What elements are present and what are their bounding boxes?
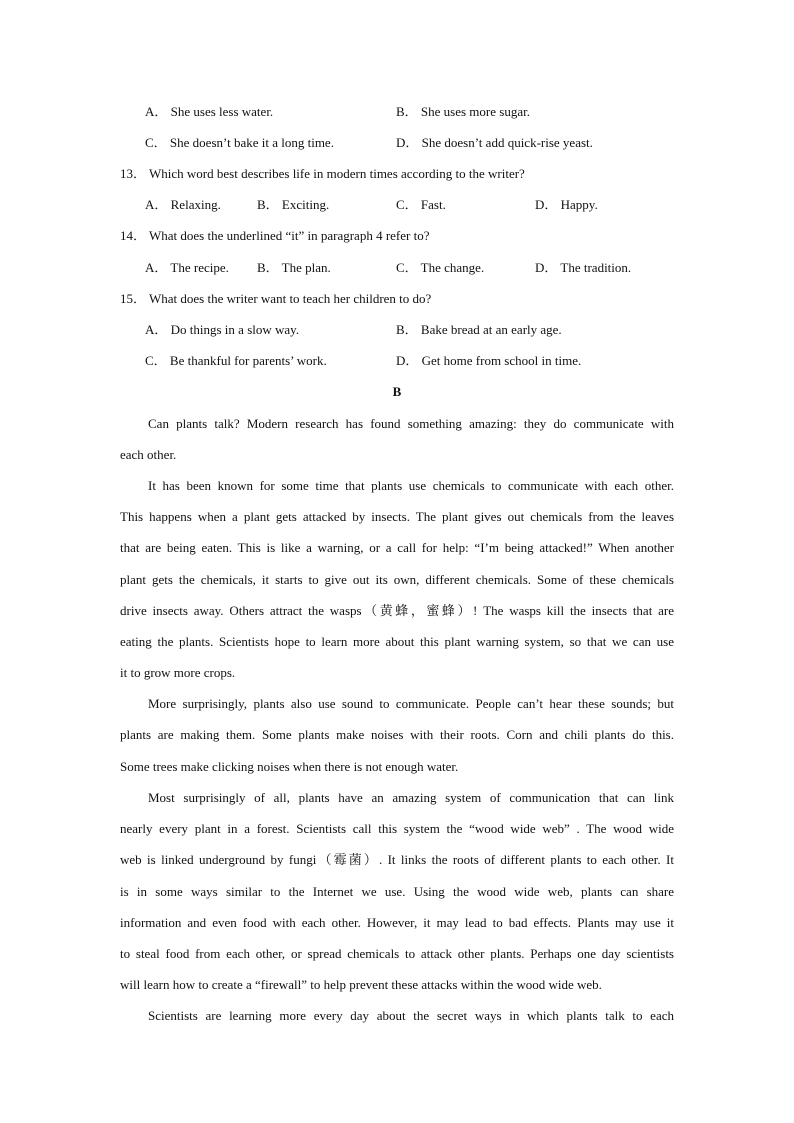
q14-option-d[interactable]: D． The tradition. (535, 260, 632, 275)
q13-option-c[interactable]: C． Fast. (396, 197, 446, 212)
passage-line: plants are making them. Some plants make noises with their roots. Corn and chili plants do this. (120, 727, 674, 742)
q12-option-b[interactable]: B． She uses more sugar. (396, 104, 530, 119)
q13-option-a[interactable]: A． Relaxing. (145, 197, 221, 212)
passage-line: is in some ways similar to the Internet we use. Using the wood wide web, plants can share (120, 884, 674, 899)
q13-option-d[interactable]: D． Happy. (535, 197, 598, 212)
q15-option-d[interactable]: D． Get home from school in time. (396, 353, 582, 368)
passage-line: Some trees make clicking noises when there is not enough water. (120, 759, 459, 774)
q12-option-d[interactable]: D． She doesn’t add quick-rise yeast. (396, 135, 593, 150)
passage-line: it to grow more crops. (120, 665, 236, 680)
passage-line: eating the plants. Scientists hope to learn more about this plant warning system, so that we can use (120, 634, 674, 649)
passage-line: drive insects away. Others attract the wasps（黄蜂，蜜蜂）! The wasps kill the insects that are (120, 603, 674, 618)
passage-line: will learn how to create a “firewall” to help prevent these attacks within the wood wide web. (120, 977, 602, 992)
passage-line: Most surprisingly of all, plants have an amazing system of communication that can link (148, 790, 674, 805)
passage-line: It has been known for some time that plants use chemicals to communicate with each other. (148, 478, 674, 493)
q14-option-c[interactable]: C． The change. (396, 260, 485, 275)
passage-line: web is linked underground by fungi（霉菌）. It links the roots of different plants to each other. It (120, 852, 674, 867)
q15-option-a[interactable]: A． Do things in a slow way. (145, 322, 300, 337)
q15-stem: 15． What does the writer want to teach her children to do? (120, 291, 432, 306)
q12-option-a[interactable]: A． She uses less water. (145, 104, 274, 119)
passage-line: that are being eaten. This is like a warning, or a call for help: “I’m being attacked!” When another (120, 540, 674, 555)
passage-line: to steal food from each other, or spread chemicals to attack other plants. Perhaps one day scientists (120, 946, 674, 961)
section-heading: B (392, 384, 402, 399)
q13-stem: 13． Which word best describes life in modern times according to the writer? (120, 166, 525, 181)
passage-line: plant gets the chemicals, it starts to give out its own, different chemicals. Some of these chemicals (120, 572, 674, 587)
passage-line: nearly every plant in a forest. Scientists call this system the “wood wide web” . The wood wide (120, 821, 674, 836)
q14-stem: 14． What does the underlined “it” in paragraph 4 refer to? (120, 228, 430, 243)
q14-option-b[interactable]: B． The plan. (257, 260, 331, 275)
passage-line: each other. (120, 447, 177, 462)
passage-line: More surprisingly, plants also use sound to communicate. People can’t hear these sounds; but (148, 696, 674, 711)
q14-option-a[interactable]: A． The recipe. (145, 260, 229, 275)
passage-line: Can plants talk? Modern research has found something amazing: they do communicate with (148, 416, 674, 431)
q13-option-b[interactable]: B． Exciting. (257, 197, 330, 212)
passage-line: Scientists are learning more every day about the secret ways in which plants talk to each (148, 1008, 674, 1023)
q15-option-c[interactable]: C． Be thankful for parents’ work. (145, 353, 327, 368)
passage-line: information and even food with each other. However, it may lead to bad effects. Plants may use it (120, 915, 674, 930)
passage-line: This happens when a plant gets attacked by insects. The plant gives out chemicals from the leaves (120, 509, 674, 524)
q15-option-b[interactable]: B． Bake bread at an early age. (396, 322, 562, 337)
q12-option-c[interactable]: C． She doesn’t bake it a long time. (145, 135, 334, 150)
